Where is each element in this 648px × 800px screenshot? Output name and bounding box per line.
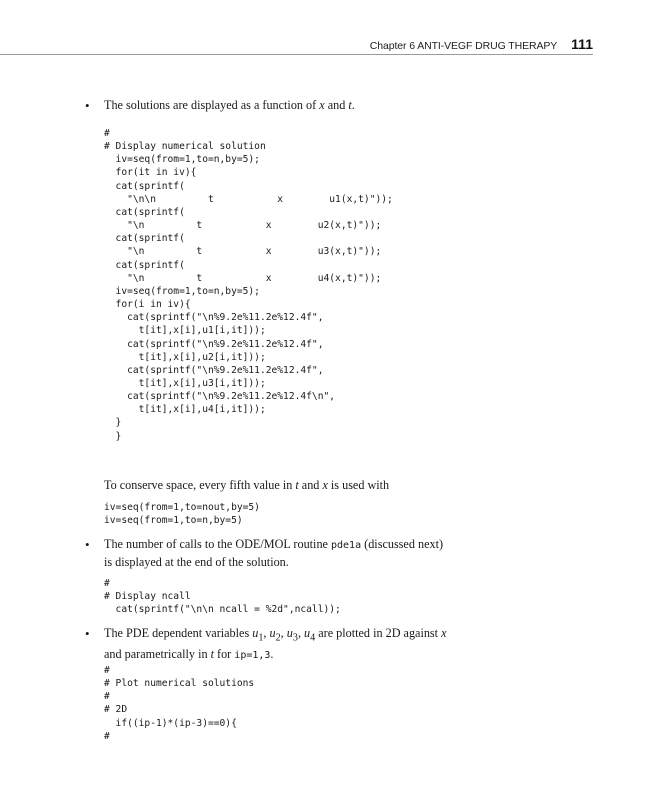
sub-4: 4 [310,632,316,644]
bullet-text: . [270,647,274,662]
bullet-text: are plotted in 2D against [315,626,442,640]
bullet-dot: • [85,537,90,552]
code-pde1a: pde1a [331,540,362,551]
var-t: t [295,478,299,492]
bullet-text: and parametrically in [104,647,211,662]
sub-1: 1 [258,632,264,644]
var-x: x [322,478,328,492]
var-t: t [348,98,352,112]
bullet-text: The PDE dependent variables [104,626,253,640]
chapter-title: Chapter 6 ANTI-VEGF DRUG THERAPY [369,40,558,52]
bullet-number-of-calls [85,536,454,571]
var-u4: u [304,626,311,640]
var-x: x [319,98,325,112]
bullet-dot: • [85,98,90,113]
code-ip: ip=1,3 [234,650,271,662]
code-plot-solutions: # # Plot numerical solutions # # 2D if((ip-1)*(ip-3)==0){ # [104,665,255,742]
bullet-pde-plotted [85,625,454,664]
bullet-text: The number of calls to the ODE/MOL routine [104,537,331,551]
var-u3: u [286,626,293,640]
bullet-text: and [324,98,349,112]
bullet-text: . [351,98,355,112]
bullet-solutions-displayed [85,97,454,114]
var-u2: u [269,626,276,640]
comma: , [263,626,270,640]
running-header [0,36,593,55]
page-number: 111 [571,36,593,52]
bullet-text: for [213,647,235,662]
sub-3: 3 [292,632,298,644]
code-display-solution: # # Display numerical solution iv=seq(from=1,to=n,by=5); for(it in iv){ cat(sprintf( "\n\n t x u1(x,t)")); cat(sprintf( "\n t x u2(x,t)")); cat(sprintf( "\n t x u3(x,t)")); cat(sprintf( "\n t x u4(x,t)")); iv=seq(from=1,to=n,by=5); for(i in iv){ cat(sprintf("\n%9.2e%11.2e%12.4f", t[it],x[i],u1[i,it])); cat(sprintf("\n%9.2e%11.2e%12.4f", t[it],x[i],u2[i,it])); cat(sprintf("\n%9.2e%11.2e%12.4f", t[it],x[i],u3[i,it])); cat(sprintf("\n%9.2e%11.2e%12.4f\n", t[it],x[i],u4[i,it])); } } [104,128,393,442]
code-seq-lines: iv=seq(from=1,to=nout,by=5) iv=seq(from=1,to=n,by=5) [104,502,260,527]
bullet-text: (discussed next) is displayed at the end of the solution. [104,537,444,569]
paragraph-conserve-space [104,477,454,494]
bullet-text: The solutions are displayed as a function of [104,98,320,112]
comma: , [280,626,287,640]
paragraph-text: is used with [327,478,390,492]
var-x: x [441,626,447,640]
code-display-ncall: # # Display ncall cat(sprintf("\n\n ncall = %2d",ncall)); [104,578,341,616]
paragraph-text: and [298,478,323,492]
var-u1: u [252,626,259,640]
sub-2: 2 [275,632,281,644]
comma: , [297,626,305,640]
var-t: t [210,647,214,662]
bullet-dot: • [85,626,90,641]
paragraph-text: To conserve space, every fifth value in [104,478,296,492]
